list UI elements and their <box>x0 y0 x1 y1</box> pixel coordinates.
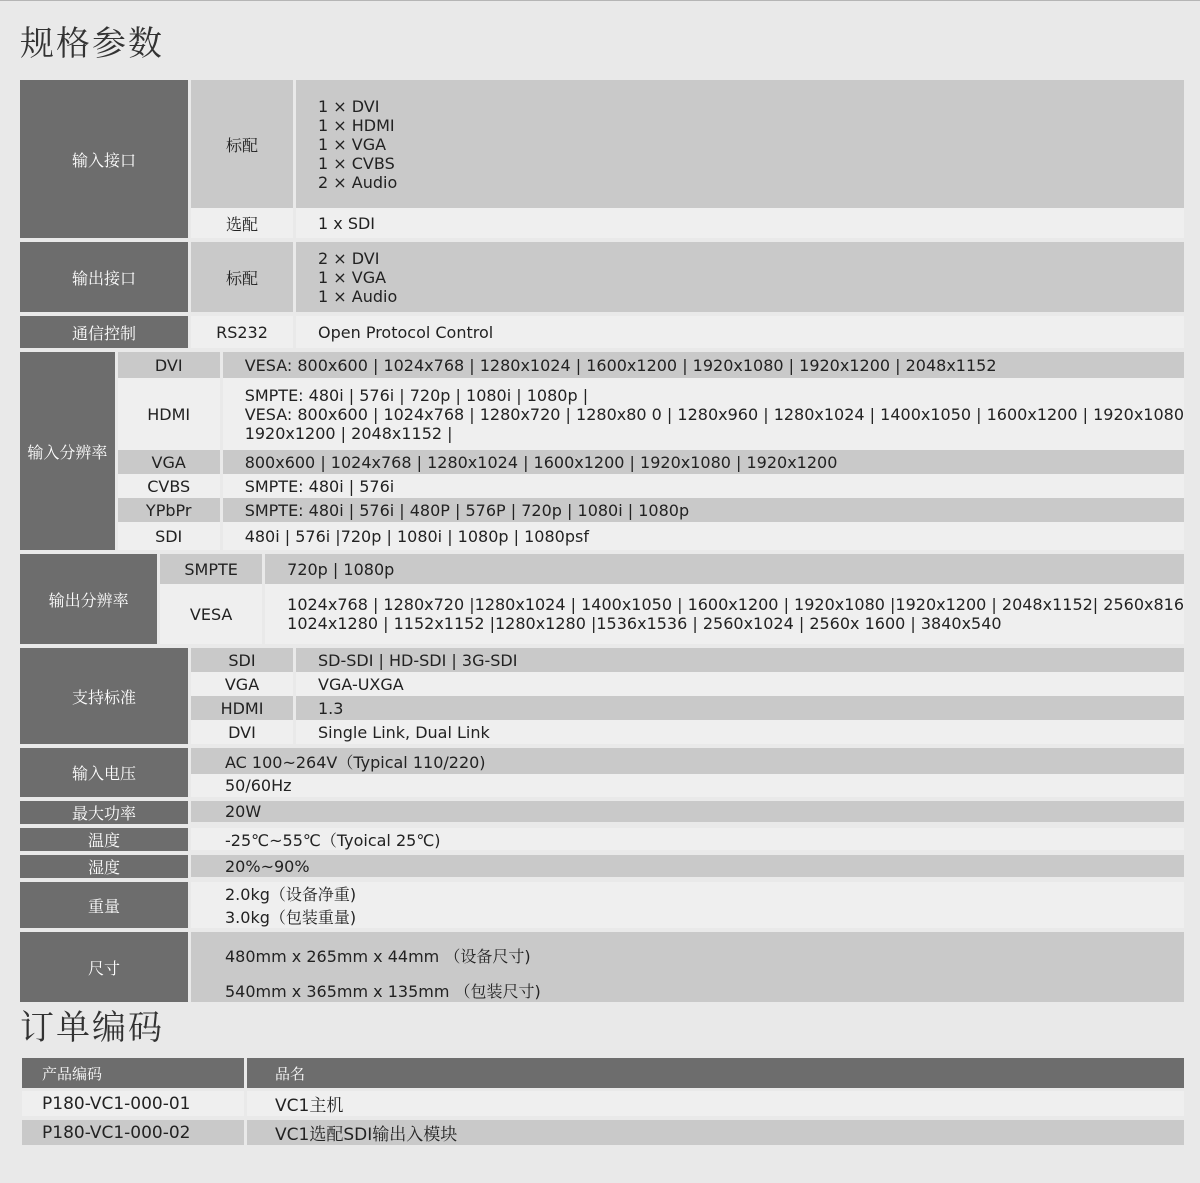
spec-value <box>191 855 1184 877</box>
spec-category-label: 重量 <box>20 882 188 928</box>
spec-group-rows <box>191 242 1184 312</box>
spec-row <box>191 774 1184 797</box>
spec-value <box>191 774 1184 797</box>
spec-sub-label: SMPTE <box>160 554 262 584</box>
spec-category-label: 输出分辨率 <box>20 554 157 644</box>
spec-group <box>20 855 1184 878</box>
spec-value-line: 1 × Audio <box>318 286 398 306</box>
spec-row <box>191 208 1184 238</box>
spec-value <box>296 648 1184 672</box>
order-row <box>22 1091 1184 1116</box>
spec-value <box>191 801 1184 822</box>
spec-sub-label: SDI <box>191 648 293 672</box>
spec-sub-label: SDI <box>118 522 220 550</box>
spec-group <box>20 648 1184 744</box>
spec-row <box>118 498 1184 522</box>
spec-value-line: 3.0kg（包装重量) <box>225 908 357 927</box>
spec-sub-label: HDMI <box>191 696 293 720</box>
spec-value-line: AC 100~264V（Typical 110/220) <box>225 752 486 772</box>
spec-group-rows <box>191 882 1184 928</box>
spec-value <box>296 242 1184 312</box>
spec-sub-label: 标配 <box>191 80 293 208</box>
spec-value-line: SMPTE: 480i | 576i | 720p | 1080i | 1080p | <box>244 385 589 405</box>
spec-row <box>191 80 1184 208</box>
spec-value-line: SMPTE: 480i | 576i | 480P | 576P | 720p | 1080i | 1080p <box>244 500 690 520</box>
spec-value-line: -25℃~55℃（Tyoical 25℃) <box>225 830 441 850</box>
spec-value-line: VESA: 800x600 | 1024x768 | 1280x1024 | 1600x1200 | 1920x1080 | 1920x1200 | 2048x1152 <box>244 355 997 375</box>
spec-group <box>20 554 1184 644</box>
spec-value-line: 1024x1280 | 1152x1152 |1280x1280 |1536x1536 | 2560x1024 | 2560x 1600 | 3840x540 <box>287 614 1002 633</box>
order-product-code: P180-VC1-000-02 <box>22 1120 244 1145</box>
spec-value <box>223 450 1184 474</box>
spec-value-line: 2 × DVI <box>318 248 380 268</box>
spec-row <box>118 474 1184 498</box>
spec-row <box>191 882 1184 928</box>
spec-sub-label: RS232 <box>191 316 293 348</box>
order-product-name: VC1主机 <box>247 1091 1184 1116</box>
spec-value-line: 1 × VGA <box>318 134 387 154</box>
spec-value <box>191 932 1184 978</box>
spec-value-line: 540mm x 365mm x 135mm （包装尺寸) <box>225 981 541 1001</box>
spec-value <box>191 828 1184 850</box>
spec-value-line: VESA: 800x600 | 1024x768 | 1280x720 | 1280x80 0 | 1280x960 | 1280x1024 | 1400x1050 | 1600x1200 | 1920x1080 <box>244 404 1184 424</box>
spec-value-line: 800x600 | 1024x768 | 1280x1024 | 1600x1200 | 1920x1080 | 1920x1200 <box>244 452 838 472</box>
spec-table <box>20 80 1184 1006</box>
spec-row <box>118 378 1184 450</box>
spec-group <box>20 80 1184 238</box>
spec-value-line: 20%~90% <box>225 856 310 876</box>
spec-sub-label: YPbPr <box>118 498 220 522</box>
order-header-row <box>22 1058 1184 1088</box>
order-header-code: 产品编码 <box>22 1058 244 1088</box>
order-section-title: 订单编码 <box>20 1008 164 1048</box>
spec-category-label: 输入分辨率 <box>20 352 115 550</box>
spec-value <box>191 978 1184 1002</box>
spec-row <box>191 672 1184 696</box>
spec-group <box>20 242 1184 312</box>
spec-category-label: 支持标准 <box>20 648 188 744</box>
spec-sub-label: VGA <box>191 672 293 696</box>
spec-value <box>296 208 1184 238</box>
spec-value-line: 1 × DVI <box>318 96 380 116</box>
spec-group-rows <box>191 801 1184 824</box>
order-row <box>22 1120 1184 1145</box>
spec-group-rows <box>118 352 1184 550</box>
spec-value <box>223 522 1184 550</box>
spec-sub-label: HDMI <box>118 378 220 450</box>
spec-group <box>20 932 1184 1002</box>
spec-category-label: 输入接口 <box>20 80 188 238</box>
spec-sub-label: CVBS <box>118 474 220 498</box>
spec-section-title: 规格参数 <box>20 24 164 64</box>
spec-value-line: 2.0kg（设备净重) <box>225 885 357 904</box>
order-table <box>22 1058 1184 1149</box>
spec-value-line: 50/60Hz <box>225 776 292 795</box>
spec-row <box>191 242 1184 312</box>
spec-value-line: 20W <box>225 802 262 821</box>
spec-group <box>20 828 1184 851</box>
order-header-name: 品名 <box>247 1058 1184 1088</box>
spec-value-line: Open Protocol Control <box>318 322 494 342</box>
spec-row <box>191 932 1184 978</box>
spec-group-rows <box>160 554 1184 644</box>
spec-row <box>191 696 1184 720</box>
spec-row <box>191 801 1184 822</box>
spec-group-rows <box>191 932 1184 1002</box>
spec-sub-label: VESA <box>160 584 262 644</box>
spec-row <box>191 855 1184 877</box>
spec-group-rows <box>191 80 1184 238</box>
spec-value-line: 1920x1200 | 2048x1152 | <box>244 423 453 443</box>
spec-category-label: 尺寸 <box>20 932 188 1002</box>
spec-value-line: SD-SDI | HD-SDI | 3G-SDI <box>318 650 518 670</box>
spec-group <box>20 352 1184 550</box>
spec-value <box>296 696 1184 720</box>
spec-value-line: 2 × Audio <box>318 172 398 192</box>
spec-row <box>160 584 1184 644</box>
spec-row <box>160 554 1184 584</box>
spec-sub-label: VGA <box>118 450 220 474</box>
spec-sub-label: 标配 <box>191 242 293 312</box>
spec-row <box>191 748 1184 774</box>
spec-category-label: 通信控制 <box>20 316 188 348</box>
spec-row <box>191 720 1184 744</box>
spec-row <box>191 316 1184 348</box>
spec-row <box>118 352 1184 378</box>
spec-value-line: 1.3 <box>318 698 344 718</box>
spec-value <box>223 378 1184 450</box>
spec-value <box>265 584 1184 644</box>
spec-row <box>118 450 1184 474</box>
spec-group-rows <box>191 855 1184 878</box>
spec-value-line: 720p | 1080p <box>287 559 395 579</box>
order-product-name: VC1选配SDI输出入模块 <box>247 1120 1184 1145</box>
spec-value-line: 480i | 576i |720p | 1080i | 1080p | 1080psf <box>244 526 589 546</box>
spec-value <box>296 720 1184 744</box>
spec-value <box>223 498 1184 522</box>
spec-value-line: 1 × HDMI <box>318 115 395 135</box>
spec-value-line: 1 × VGA <box>318 267 387 287</box>
spec-group <box>20 748 1184 797</box>
spec-category-label: 温度 <box>20 828 188 851</box>
spec-group-rows <box>191 648 1184 744</box>
spec-row <box>191 828 1184 850</box>
spec-value-line: 1024x768 | 1280x720 |1280x1024 | 1400x1050 | 1600x1200 | 1920x1080 |1920x1200 | 2048x1152| 2560x816 <box>287 595 1184 614</box>
spec-value-line: 1 x SDI <box>318 213 376 233</box>
spec-sub-label: DVI <box>118 352 220 378</box>
spec-category-label: 最大功率 <box>20 801 188 824</box>
spec-value-line: Single Link, Dual Link <box>318 722 490 742</box>
spec-value-line: 480mm x 265mm x 44mm （设备尺寸) <box>225 946 531 966</box>
spec-group-rows <box>191 748 1184 797</box>
spec-group <box>20 316 1184 348</box>
spec-group-rows <box>191 316 1184 348</box>
spec-value <box>296 316 1184 348</box>
spec-row <box>118 522 1184 550</box>
spec-value-line: VGA-UXGA <box>318 674 404 694</box>
spec-value <box>191 748 1184 774</box>
spec-group <box>20 882 1184 928</box>
spec-category-label: 输入电压 <box>20 748 188 797</box>
spec-value-line: 1 × CVBS <box>318 153 395 173</box>
spec-group <box>20 801 1184 824</box>
top-divider <box>0 0 1200 1</box>
spec-row <box>191 648 1184 672</box>
spec-group-rows <box>191 828 1184 851</box>
spec-value <box>265 554 1184 584</box>
spec-sub-label: DVI <box>191 720 293 744</box>
spec-category-label: 湿度 <box>20 855 188 878</box>
order-product-code: P180-VC1-000-01 <box>22 1091 244 1116</box>
spec-value <box>223 474 1184 498</box>
spec-sub-label: 选配 <box>191 208 293 238</box>
spec-value <box>296 672 1184 696</box>
spec-value <box>223 352 1184 378</box>
spec-value-line: SMPTE: 480i | 576i <box>244 476 395 496</box>
spec-category-label: 输出接口 <box>20 242 188 312</box>
spec-value <box>296 80 1184 208</box>
spec-row <box>191 978 1184 1002</box>
spec-value <box>191 882 1184 928</box>
